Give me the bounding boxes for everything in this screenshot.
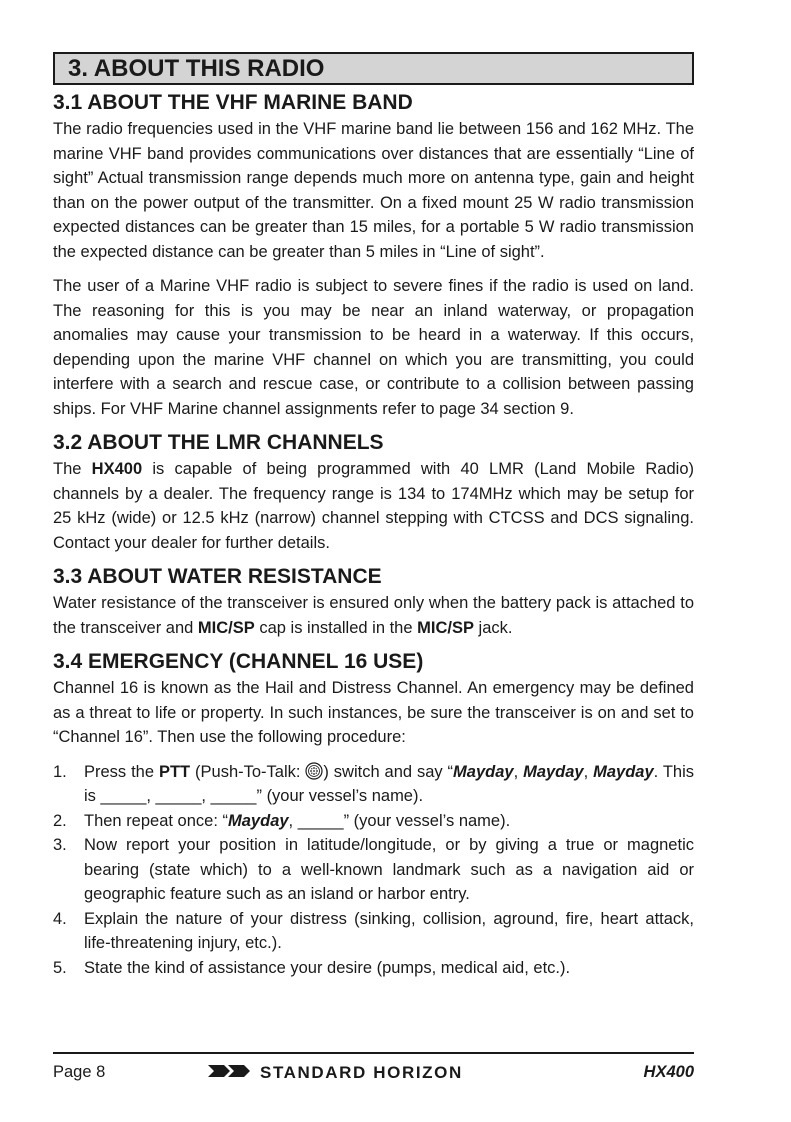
chapter-title: 3. ABOUT THIS RADIO xyxy=(53,52,694,85)
model-name: HX400 xyxy=(91,460,143,478)
page-number: Page 8 xyxy=(53,1063,106,1081)
brand-logo xyxy=(208,1063,463,1083)
list-item: 5. State the kind of assistance your desire (pumps, medical aid, etc.). xyxy=(53,958,571,977)
list-item: 3. Now report your position in latitude/longitude, or by giving a true or magnetic bearing (state which) to a well-known landmark such as a navigation aid or geographic feature such as an island or harbor entry. xyxy=(53,836,694,903)
model-name: HX400 xyxy=(643,1063,694,1081)
section-3-4 xyxy=(53,648,694,980)
brand-name: STANDARD HORIZON xyxy=(260,1063,463,1082)
list-item: 2. Then repeat once: “Mayday, _____” (your vessel’s name). xyxy=(53,811,511,830)
section-3-2 xyxy=(53,429,694,555)
section-heading: 3.3 ABOUT WATER RESISTANCE xyxy=(53,565,382,588)
procedure-list xyxy=(53,760,694,981)
section-heading: 3.1 ABOUT THE VHF MARINE BAND xyxy=(53,91,413,114)
list-item: 1. Press the PTT (Push-To-Talk: ) switch and say “Mayday, Mayday, Mayday. This is _____, _____, _____” (your vessel’s name). xyxy=(53,762,695,805)
brand-logo-icon xyxy=(208,1064,252,1083)
paragraph: Water resistance of the transceiver is ensured only when the battery pack is attached to the transceiver and MIC/SP cap is installed in the MIC/SP jack. xyxy=(53,594,694,637)
section-3-3 xyxy=(53,563,694,640)
page-content xyxy=(53,52,694,980)
page-footer xyxy=(53,1052,694,1094)
paragraph: The HX400 is capable of being programmed with 40 LMR (Land Mobile Radio) channels by a dealer. The frequency range is 134 to 174MHz which may be setup for 25 kHz (wide) or 12.5 kHz (narrow) channel stepping with CTCSS and DCS signaling. Contact your dealer for further details. xyxy=(53,460,694,552)
paragraph: The radio frequencies used in the VHF marine band lie between 156 and 162 MHz. The marine VHF band provides communications over distances that are essentially “Line of sight” Actual transmission range depends much more on antenna type, gain and height than on the power output of the transmitter. On a fixed mount 25 W radio transmission expected distances can be greater than 15 miles, for a portable 5 W radio transmission the expected distance can be greater than 5 miles in “Line of sight”. xyxy=(53,120,694,261)
paragraph: Channel 16 is known as the Hail and Distress Channel. An emergency may be defined as a threat to life or property. In such instances, be sure the transceiver is on and set to “Channel 16”. Then use the following procedure: xyxy=(53,679,694,746)
section-3-1 xyxy=(53,89,694,421)
section-heading: 3.4 EMERGENCY (CHANNEL 16 USE) xyxy=(53,650,424,673)
paragraph: The user of a Marine VHF radio is subject to severe fines if the radio is used on land. The reasoning for this is you may be near an inland waterway, or propagation anomalies may cause your transmission to be heard in a waterway. If this occurs, depending upon the marine VHF channel on which you are transmitting, you could interfere with a search and rescue case, or contribute to a collision between passing ships. For VHF Marine channel assignments refer to page 34 section 9. xyxy=(53,277,694,418)
list-item: 4. Explain the nature of your distress (sinking, collision, aground, fire, heart attack, life-threatening injury, etc.). xyxy=(53,909,694,952)
ptt-button-icon xyxy=(305,762,323,780)
section-heading: 3.2 ABOUT THE LMR CHANNELS xyxy=(53,431,384,454)
